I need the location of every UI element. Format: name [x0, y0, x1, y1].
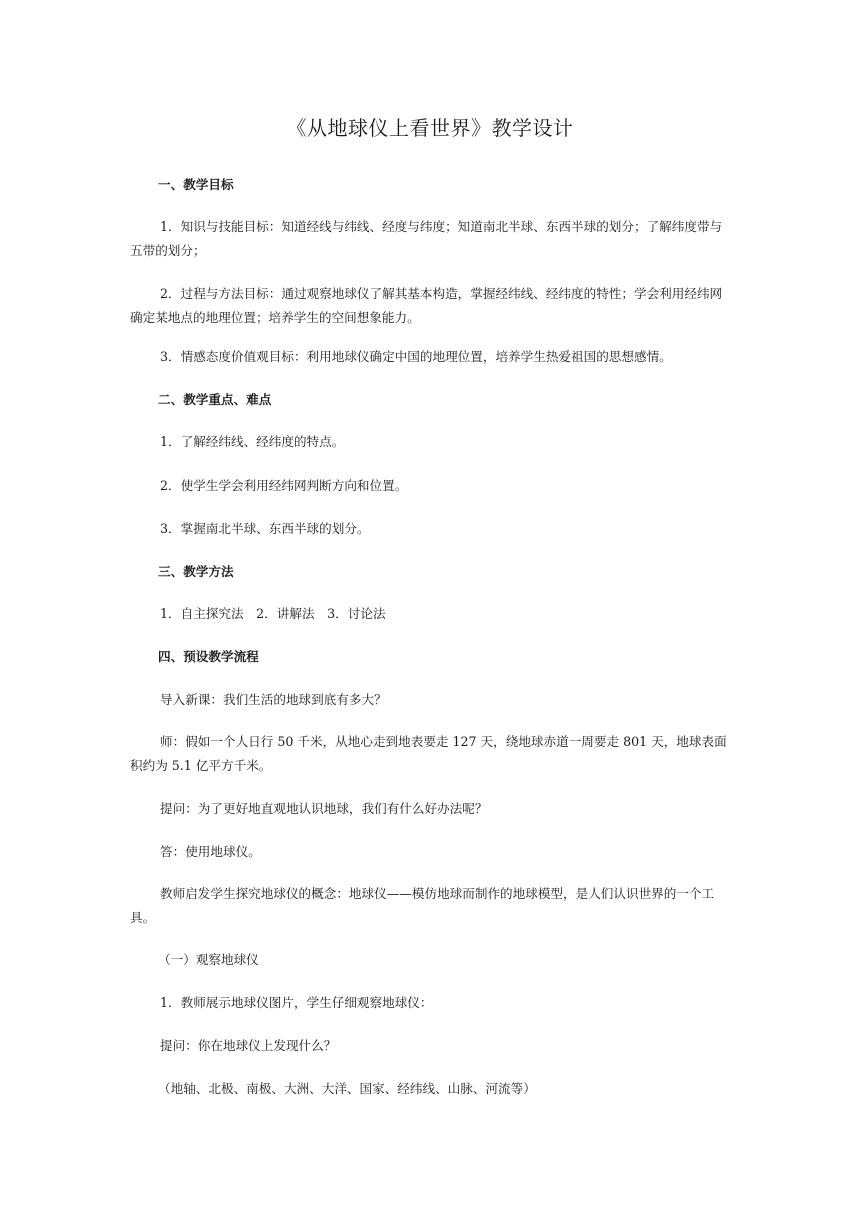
- paragraph-methods-list: 1．自主探究法 2．讲解法 3．讨论法: [160, 606, 386, 621]
- paragraph-discovery-question: 提问：你在地球仪上发现什么？: [160, 1038, 337, 1053]
- paragraph-attitude-goal: 3．情感态度价值观目标：利用地球仪确定中国的地理位置，培养学生热爱祖国的思想感情。: [160, 349, 672, 364]
- paragraph-key-point-3: 3．掌握南北半球、东西半球的划分。: [160, 521, 370, 536]
- paragraph-key-point-1: 1．了解经纬线、经纬度的特点。: [160, 434, 345, 449]
- paragraph-intro: 导入新课：我们生活的地球到底有多大？: [160, 692, 387, 707]
- paragraph-key-point-2: 2．使学生学会利用经纬网判断方向和位置。: [160, 478, 408, 493]
- paragraph-question: 提问：为了更好地直观地认识地球，我们有什么好办法呢？: [160, 801, 488, 816]
- document-title: 《从地球仪上看世界》教学设计: [286, 116, 574, 140]
- section-heading-objectives: 一、教学目标: [158, 177, 234, 192]
- paragraph-discovery-list: （地轴、北极、南极、大洲、大洋、国家、经纬线、山脉、河流等）: [158, 1081, 536, 1096]
- section-heading-methods: 三、教学方法: [158, 564, 234, 579]
- paragraph-answer: 答：使用地球仪。: [160, 844, 261, 859]
- paragraph-teacher-statement: 师：假如一个人日行 50 千米，从地心走到地表要走 127 天，绕地球赤道一周要走 801 天，地球表面积约为 5.1 亿平方千米。: [130, 734, 727, 773]
- paragraph-knowledge-goal: 1．知识与技能目标：知道经线与纬线、经度与纬度；知道南北半球、东西半球的划分；了解纬度带与五带的划分；: [130, 219, 723, 258]
- subsection-heading-observe: （一）观察地球仪: [158, 952, 259, 967]
- paragraph-show-globe: 1．教师展示地球仪图片，学生仔细观察地球仪：: [160, 995, 433, 1010]
- section-heading-key-points: 二、教学重点、难点: [158, 392, 272, 407]
- section-heading-process: 四、预设教学流程: [158, 649, 259, 664]
- paragraph-globe-concept: 教师启发学生探究地球仪的概念：地球仪——模仿地球而制作的地球模型，是人们认识世界的一个工具。: [130, 886, 715, 925]
- paragraph-process-goal: 2．过程与方法目标：通过观察地球仪了解其基本构造，掌握经纬线、经纬度的特性；学会利用经纬网确定某地点的地理位置；培养学生的空间想象能力。: [130, 286, 723, 325]
